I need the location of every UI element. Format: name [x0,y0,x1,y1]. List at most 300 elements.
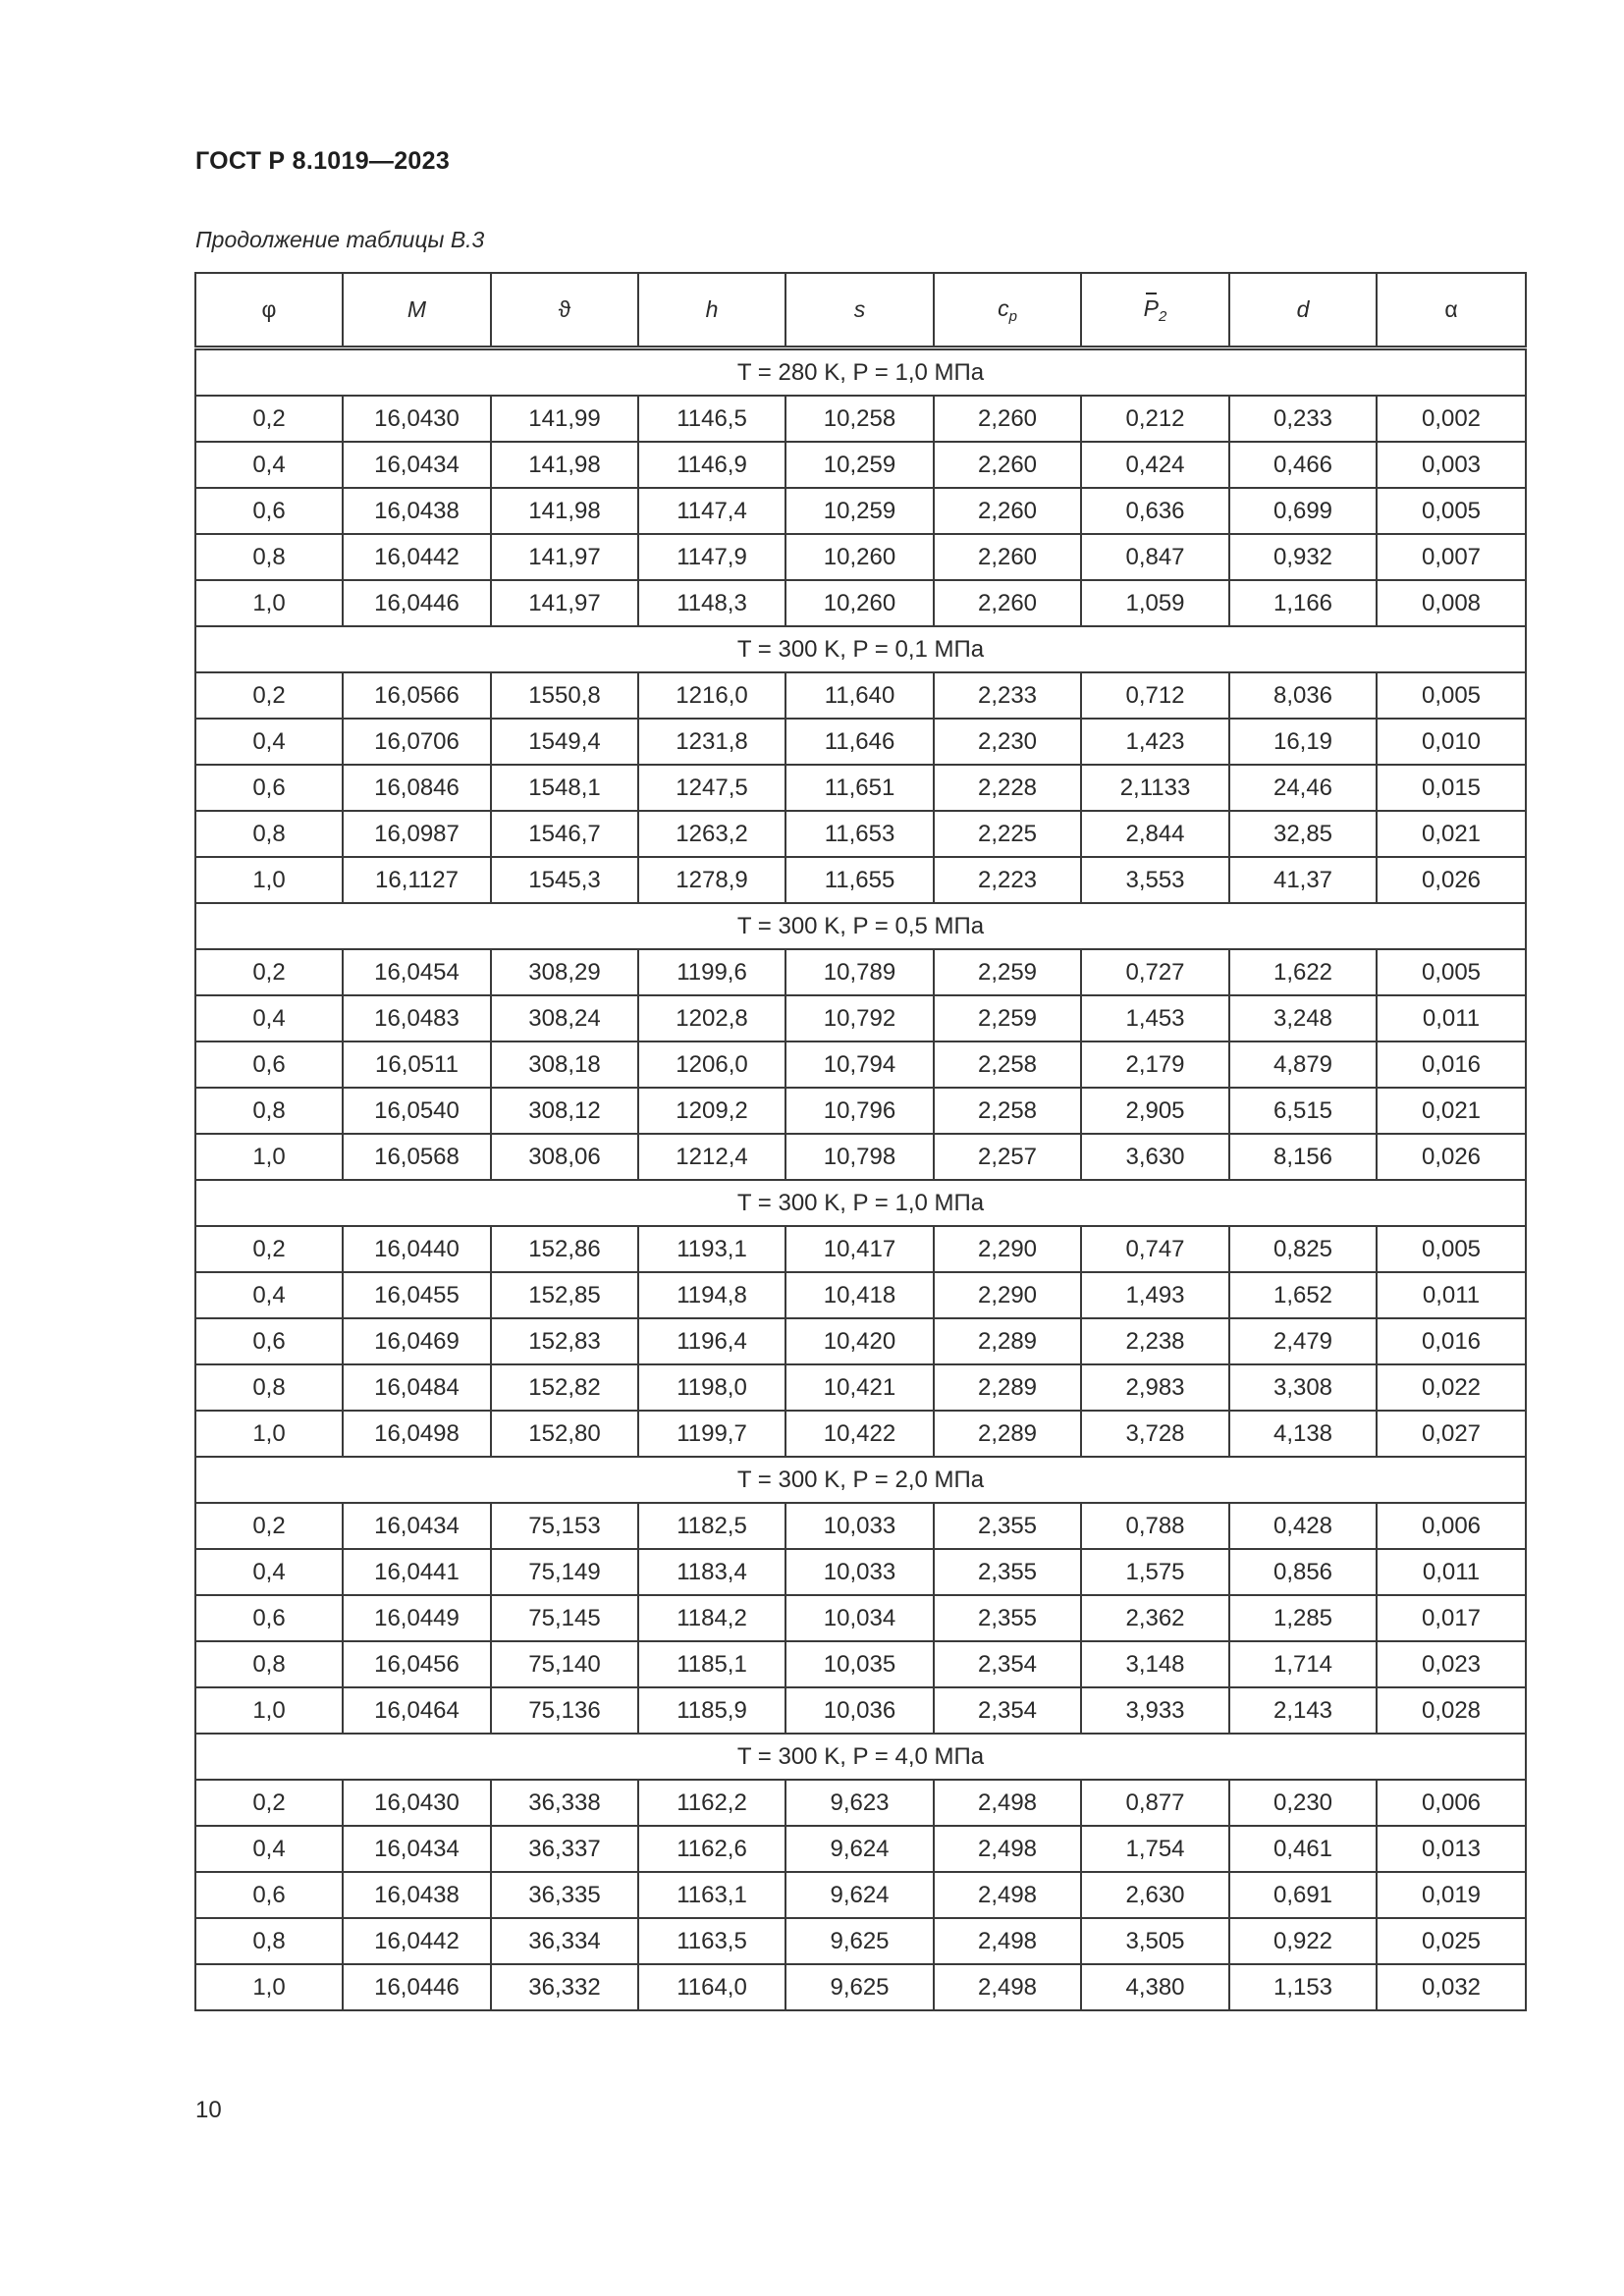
group-header-row [195,1734,1526,1780]
table-cell: 0,428 [1229,1503,1377,1549]
table-cell: 1216,0 [638,672,785,719]
column-header [1081,273,1229,348]
table-cell: 0,8 [195,1364,343,1411]
table-cell: 0,026 [1377,1134,1526,1180]
table-cell: 152,82 [491,1364,638,1411]
group-condition-label: T = 300 K, P = 2,0 МПа [195,1457,1526,1503]
table-cell: 2,259 [934,995,1081,1041]
table-cell: 2,362 [1081,1595,1229,1641]
table-cell: 1198,0 [638,1364,785,1411]
table-cell: 3,933 [1081,1687,1229,1734]
table-cell: 0,005 [1377,672,1526,719]
table-cell: 0,010 [1377,719,1526,765]
table-cell: 0,424 [1081,442,1229,488]
table-cell: 0,712 [1081,672,1229,719]
table-cell: 2,630 [1081,1872,1229,1918]
document-header: ГОСТ Р 8.1019—2023 [195,147,451,175]
column-header-symbol: h [705,296,719,322]
table-cell: 2,223 [934,857,1081,903]
table-cell: 1,754 [1081,1826,1229,1872]
column-header-symbol: φ [261,296,277,322]
table-cell: 1199,7 [638,1411,785,1457]
table-cell: 1,285 [1229,1595,1377,1641]
table-cell: 10,417 [785,1226,934,1272]
table-cell: 16,0449 [343,1595,491,1641]
group-condition-label: T = 280 K, P = 1,0 МПа [195,348,1526,397]
table-cell: 3,308 [1229,1364,1377,1411]
table-cell: 10,421 [785,1364,934,1411]
table-cell: 3,148 [1081,1641,1229,1687]
table-row [195,534,1526,580]
table-cell: 0,021 [1377,811,1526,857]
table-cell: 2,498 [934,1872,1081,1918]
table-cell: 0,006 [1377,1780,1526,1826]
table-cell: 1545,3 [491,857,638,903]
table-cell: 16,0434 [343,1503,491,1549]
table-cell: 308,18 [491,1041,638,1088]
table-cell: 1550,8 [491,672,638,719]
table-cell: 1,622 [1229,949,1377,995]
table-cell: 41,37 [1229,857,1377,903]
table-cell: 1,0 [195,1411,343,1457]
table-cell: 0,2 [195,949,343,995]
table-cell: 141,97 [491,580,638,626]
table-cell: 2,233 [934,672,1081,719]
table-cell: 36,337 [491,1826,638,1872]
table-cell: 2,498 [934,1826,1081,1872]
table-cell: 1,0 [195,1964,343,2010]
table-cell: 1231,8 [638,719,785,765]
table-cell: 1162,2 [638,1780,785,1826]
table-row [195,1687,1526,1734]
table-cell: 10,418 [785,1272,934,1318]
table-row [195,1272,1526,1318]
table-cell: 308,29 [491,949,638,995]
table-cell: 0,4 [195,995,343,1041]
table-cell: 1,0 [195,857,343,903]
table-cell: 9,623 [785,1780,934,1826]
table-row [195,1411,1526,1457]
table-cell: 1185,1 [638,1641,785,1687]
group-condition-label: T = 300 K, P = 0,5 МПа [195,903,1526,949]
table-cell: 0,019 [1377,1872,1526,1918]
table-cell: 0,2 [195,1226,343,1272]
table-cell: 2,498 [934,1918,1081,1964]
table-cell: 2,259 [934,949,1081,995]
table-cell: 0,8 [195,1088,343,1134]
table-cell: 0,4 [195,1826,343,1872]
table-cell: 0,023 [1377,1641,1526,1687]
table-row [195,1318,1526,1364]
table-cell: 0,017 [1377,1595,1526,1641]
table-cell: 1162,6 [638,1826,785,1872]
table-cell: 1263,2 [638,811,785,857]
table-cell: 0,6 [195,488,343,534]
table-cell: 16,0568 [343,1134,491,1180]
table-cell: 1183,4 [638,1549,785,1595]
table-cell: 2,260 [934,580,1081,626]
table-cell: 308,06 [491,1134,638,1180]
table-cell: 0,691 [1229,1872,1377,1918]
table-cell: 36,338 [491,1780,638,1826]
table-cell: 2,258 [934,1041,1081,1088]
table-cell: 0,011 [1377,1272,1526,1318]
table-cell: 1209,2 [638,1088,785,1134]
table-cell: 16,19 [1229,719,1377,765]
table-cell: 10,422 [785,1411,934,1457]
table-cell: 1199,6 [638,949,785,995]
table-cell: 16,0438 [343,488,491,534]
table-cell: 16,0540 [343,1088,491,1134]
table-cell: 1148,3 [638,580,785,626]
table-cell: 32,85 [1229,811,1377,857]
table-cell: 0,005 [1377,1226,1526,1272]
table-cell: 0,005 [1377,488,1526,534]
table-cell: 0,4 [195,1549,343,1595]
table-cell: 152,85 [491,1272,638,1318]
table-cell: 11,646 [785,719,934,765]
table-cell: 2,290 [934,1272,1081,1318]
table-cell: 10,260 [785,580,934,626]
table-row [195,396,1526,442]
table-cell: 16,0846 [343,765,491,811]
table-cell: 3,728 [1081,1411,1229,1457]
table-cell: 1163,1 [638,1872,785,1918]
table-cell: 16,0434 [343,1826,491,1872]
column-header-symbol: ϑ [558,296,571,322]
table-row [195,857,1526,903]
table-cell: 3,630 [1081,1134,1229,1180]
table-cell: 16,0483 [343,995,491,1041]
table-row [195,1041,1526,1088]
table-cell: 0,6 [195,1595,343,1641]
table-cell: 2,258 [934,1088,1081,1134]
column-header [491,273,638,348]
table-cell: 2,143 [1229,1687,1377,1734]
table-row [195,1364,1526,1411]
table-cell: 2,230 [934,719,1081,765]
page-number: 10 [195,2097,222,2123]
table-cell: 2,260 [934,396,1081,442]
table-cell: 16,0456 [343,1641,491,1687]
table-cell: 1,0 [195,1134,343,1180]
table-cell: 141,99 [491,396,638,442]
table-row [195,1503,1526,1549]
table-cell: 1182,5 [638,1503,785,1549]
table-cell: 1546,7 [491,811,638,857]
table-cell: 1,059 [1081,580,1229,626]
table-cell: 0,6 [195,765,343,811]
table-cell: 0,025 [1377,1918,1526,1964]
column-header-symbol: c [998,294,1009,321]
group-header-row [195,1180,1526,1226]
table-cell: 9,625 [785,1964,934,2010]
table-cell: 1,493 [1081,1272,1229,1318]
column-header-symbol: s [853,296,866,322]
table-cell: 0,932 [1229,534,1377,580]
table-cell: 16,1127 [343,857,491,903]
table-cell: 1163,5 [638,1918,785,1964]
table-cell: 0,636 [1081,488,1229,534]
table-cell: 9,624 [785,1826,934,1872]
table-row [195,488,1526,534]
table-cell: 0,015 [1377,765,1526,811]
table-cell: 0,727 [1081,949,1229,995]
table-cell: 9,625 [785,1918,934,1964]
table-cell: 0,006 [1377,1503,1526,1549]
table-cell: 308,12 [491,1088,638,1134]
column-header-symbol: P [1143,294,1159,321]
table-cell: 1,714 [1229,1641,1377,1687]
table-cell: 1,423 [1081,719,1229,765]
table-row [195,442,1526,488]
table-cell: 0,016 [1377,1041,1526,1088]
table-cell: 10,259 [785,442,934,488]
table-cell: 0,8 [195,1641,343,1687]
table-cell: 75,149 [491,1549,638,1595]
table-cell: 75,145 [491,1595,638,1641]
table-cell: 0,011 [1377,995,1526,1041]
table-cell: 0,6 [195,1872,343,1918]
table-cell: 16,0441 [343,1549,491,1595]
table-cell: 10,792 [785,995,934,1041]
table-cell: 2,260 [934,534,1081,580]
column-header [934,273,1081,348]
group-header-row [195,626,1526,672]
data-table-container [194,272,1525,2011]
table-cell: 0,6 [195,1318,343,1364]
table-cell: 8,156 [1229,1134,1377,1180]
table-cell: 0,825 [1229,1226,1377,1272]
table-cell: 16,0430 [343,1780,491,1826]
table-cell: 3,248 [1229,995,1377,1041]
group-condition-label: T = 300 K, P = 0,1 МПа [195,626,1526,672]
table-cell: 1146,9 [638,442,785,488]
table-cell: 0,4 [195,1272,343,1318]
group-header-row [195,903,1526,949]
table-row [195,811,1526,857]
table-cell: 1278,9 [638,857,785,903]
table-cell: 0,005 [1377,949,1526,995]
table-cell: 2,290 [934,1226,1081,1272]
table-cell: 141,98 [491,442,638,488]
table-cell: 0,747 [1081,1226,1229,1272]
table-cell: 10,259 [785,488,934,534]
table-cell: 1194,8 [638,1272,785,1318]
table-cell: 1,652 [1229,1272,1377,1318]
table-body [195,348,1526,2011]
table-row [195,1780,1526,1826]
table-cell: 11,640 [785,672,934,719]
table-cell: 2,260 [934,488,1081,534]
table-cell: 1,453 [1081,995,1229,1041]
table-cell: 0,003 [1377,442,1526,488]
table-cell: 0,466 [1229,442,1377,488]
table-cell: 2,179 [1081,1041,1229,1088]
table-cell: 6,515 [1229,1088,1377,1134]
table-cell: 10,033 [785,1549,934,1595]
table-cell: 1202,8 [638,995,785,1041]
table-cell: 0,8 [195,1918,343,1964]
table-cell: 1549,4 [491,719,638,765]
table-cell: 2,289 [934,1364,1081,1411]
table-cell: 0,008 [1377,580,1526,626]
table-cell: 2,354 [934,1641,1081,1687]
table-cell: 36,335 [491,1872,638,1918]
table-cell: 9,624 [785,1872,934,1918]
table-cell: 10,420 [785,1318,934,1364]
column-header [1229,273,1377,348]
table-cell: 1247,5 [638,765,785,811]
table-cell: 0,847 [1081,534,1229,580]
table-cell: 1193,1 [638,1226,785,1272]
table-cell: 0,2 [195,1503,343,1549]
group-condition-label: T = 300 K, P = 4,0 МПа [195,1734,1526,1780]
group-header-row [195,348,1526,397]
table-row [195,1549,1526,1595]
table-cell: 10,794 [785,1041,934,1088]
table-cell: 2,228 [934,765,1081,811]
table-cell: 0,230 [1229,1780,1377,1826]
table-cell: 0,856 [1229,1549,1377,1595]
table-cell: 16,0987 [343,811,491,857]
table-cell: 141,97 [491,534,638,580]
table-cell: 16,0430 [343,396,491,442]
table-cell: 16,0438 [343,1872,491,1918]
table-cell: 2,355 [934,1549,1081,1595]
table-cell: 2,355 [934,1595,1081,1641]
column-header [785,273,934,348]
table-row [195,1964,1526,2010]
table-cell: 16,0446 [343,580,491,626]
table-cell: 16,0455 [343,1272,491,1318]
table-cell: 1147,9 [638,534,785,580]
table-cell: 10,789 [785,949,934,995]
table-cell: 16,0434 [343,442,491,488]
table-cell: 2,1133 [1081,765,1229,811]
table-cell: 0,922 [1229,1918,1377,1964]
table-cell: 11,651 [785,765,934,811]
table-cell: 1,166 [1229,580,1377,626]
table-cell: 8,036 [1229,672,1377,719]
table-cell: 10,035 [785,1641,934,1687]
table-cell: 16,0706 [343,719,491,765]
table-cell: 16,0454 [343,949,491,995]
column-header-symbol: d [1296,296,1310,322]
table-cell: 0,026 [1377,857,1526,903]
table-cell: 0,4 [195,719,343,765]
table-cell: 2,289 [934,1318,1081,1364]
table-cell: 0,788 [1081,1503,1229,1549]
column-header-symbol: α [1444,296,1458,322]
table-cell: 0,032 [1377,1964,1526,2010]
table-row [195,1872,1526,1918]
table-cell: 10,796 [785,1088,934,1134]
column-header [638,273,785,348]
table-row [195,765,1526,811]
table-cell: 4,138 [1229,1411,1377,1457]
table-cell: 4,380 [1081,1964,1229,2010]
table-cell: 10,034 [785,1595,934,1641]
table-cell: 11,655 [785,857,934,903]
table-cell: 0,002 [1377,396,1526,442]
table-cell: 0,011 [1377,1549,1526,1595]
table-cell: 10,258 [785,396,934,442]
table-cell: 2,844 [1081,811,1229,857]
table-row [195,1641,1526,1687]
table-row [195,995,1526,1041]
table-cell: 16,0566 [343,672,491,719]
table-cell: 1147,4 [638,488,785,534]
table-cell: 10,033 [785,1503,934,1549]
table-cell: 0,021 [1377,1088,1526,1134]
table-cell: 1,153 [1229,1964,1377,2010]
table-cell: 16,0498 [343,1411,491,1457]
column-header-subscript: 2 [1159,307,1167,325]
table-cell: 152,86 [491,1226,638,1272]
table-cell: 0,877 [1081,1780,1229,1826]
table-cell: 0,212 [1081,396,1229,442]
table-cell: 16,0484 [343,1364,491,1411]
table-cell: 2,983 [1081,1364,1229,1411]
table-row [195,1226,1526,1272]
table-cell: 1,575 [1081,1549,1229,1595]
table-cell: 75,140 [491,1641,638,1687]
table-header-row [195,273,1526,348]
data-table [194,272,1527,2011]
table-cell: 4,879 [1229,1041,1377,1088]
table-cell: 152,80 [491,1411,638,1457]
table-cell: 16,0446 [343,1964,491,2010]
table-cell: 1184,2 [638,1595,785,1641]
table-cell: 11,653 [785,811,934,857]
table-cell: 2,225 [934,811,1081,857]
table-row [195,580,1526,626]
table-cell: 1164,0 [638,1964,785,2010]
table-row [195,949,1526,995]
table-cell: 3,505 [1081,1918,1229,1964]
table-cell: 0,8 [195,811,343,857]
table-cell: 10,036 [785,1687,934,1734]
table-cell: 16,0469 [343,1318,491,1364]
table-cell: 0,8 [195,534,343,580]
table-cell: 0,699 [1229,488,1377,534]
table-cell: 152,83 [491,1318,638,1364]
table-cell: 308,24 [491,995,638,1041]
table-cell: 2,479 [1229,1318,1377,1364]
table-cell: 2,354 [934,1687,1081,1734]
table-cell: 1146,5 [638,396,785,442]
table-row [195,1826,1526,1872]
group-header-row [195,1457,1526,1503]
table-cell: 2,498 [934,1964,1081,2010]
table-cell: 0,027 [1377,1411,1526,1457]
table-cell: 16,0464 [343,1687,491,1734]
table-cell: 3,553 [1081,857,1229,903]
table-cell: 0,6 [195,1041,343,1088]
table-cell: 0,2 [195,1780,343,1826]
column-header [343,273,491,348]
column-header [1377,273,1526,348]
table-cell: 0,2 [195,672,343,719]
table-cell: 0,013 [1377,1826,1526,1872]
table-cell: 1,0 [195,1687,343,1734]
table-cell: 0,016 [1377,1318,1526,1364]
table-cell: 75,153 [491,1503,638,1549]
table-cell: 2,355 [934,1503,1081,1549]
table-cell: 141,98 [491,488,638,534]
column-header [195,273,343,348]
